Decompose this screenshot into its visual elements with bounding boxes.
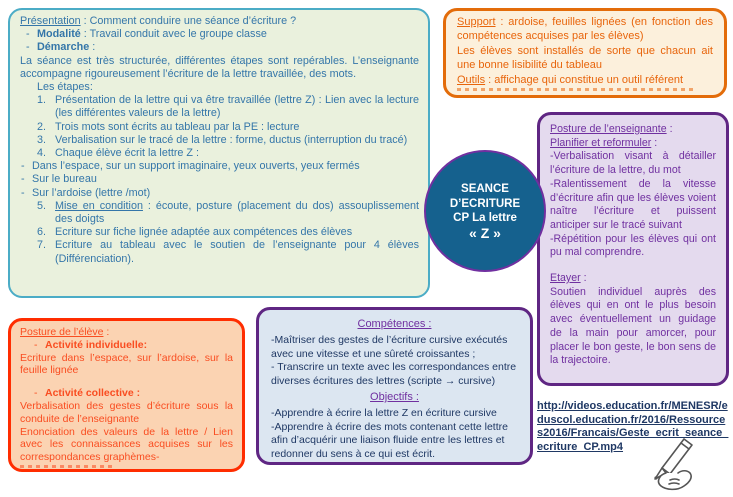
student-text: Ecriture dans l’espace, sur l’ardoise, sur la feuille lignée (20, 351, 233, 377)
step-item: 4. Chaque élève écrit la lettre Z : (37, 147, 200, 160)
objectifs-title: Objectifs : (370, 390, 419, 403)
dash-item: - Sur l’ardoise (lettre /mot) (21, 186, 151, 199)
presentation-box (8, 8, 430, 298)
step-item: 6. Ecriture sur fiche lignée adaptée aux compétences des élèves (37, 226, 353, 239)
teacher-posture-box (537, 112, 729, 386)
steps-label: Les étapes: (37, 81, 93, 94)
step-item: 2. Trois mots sont écrits au tableau par la PE : lecture (37, 120, 300, 133)
objectif-item: -Apprendre à écrire des mots contenant cette lettre afin d’acquérir une liaison fluide entre les lettres et redonner du sens à ce qui est écrit. (271, 420, 508, 461)
student-posture-box (8, 318, 245, 472)
activite-individuelle: - Activité individuelle: (34, 338, 148, 351)
teacher-subtitle-planifier: Planifier et reformuler : (550, 136, 658, 149)
teacher-item: -Verbalisation visant à détailler l’écriture de la lettre, du mot (550, 150, 716, 177)
modalite-bullet: - Modalité : Travail conduit avec le groupe classe (26, 28, 267, 41)
support-line: Les élèves sont installés de sorte que chacun ait une bonne lisibilité du tableau (457, 44, 713, 72)
teacher-item: -Ralentissement de la vitesse d’écriture afin que les élèves voient naître l’écriture et puissent anticiper sur le tracé suivant (550, 177, 716, 231)
objectif-item: -Apprendre à écrire la lettre Z en écriture cursive (271, 406, 497, 419)
demarche-bullet: - Démarche : (26, 41, 96, 54)
seance-center-node (424, 150, 546, 272)
step-item: 5. Mise en condition : écoute, posture (placement du dos) assouplissement des doigts (37, 199, 419, 226)
student-text: Verbalisation des gestes d’écriture sous la conduite de l’enseignante (20, 399, 233, 425)
step-item: 7. Ecriture au tableau avec le soutien de l’enseignante pour 4 élèves (Différenciation). (37, 239, 419, 265)
competences-objectifs-box (256, 307, 533, 465)
clipped-text-remnant (457, 88, 693, 91)
dash-item: - Dans l’espace, sur un support imaginaire, yeux ouverts, yeux fermés (21, 160, 360, 173)
dash-list (21, 160, 419, 200)
support-line: Support : ardoise, feuilles lignées (en fonction des compétences acquises par les élèves) (457, 16, 713, 43)
teacher-subtitle-etayer: Etayer : (550, 272, 587, 285)
support-box (443, 8, 727, 98)
clipped-text-remnant (20, 465, 116, 468)
student-title: Posture de l’élève : (20, 326, 110, 338)
teacher-title: Posture de l’enseignante : (550, 123, 673, 135)
presentation-paragraph: La séance est très structurée, différentes étapes sont repérables. L’enseignante accompagne rigoureusement l’écriture de la lettre travaillée, des mots. (20, 54, 419, 80)
teacher-paragraph: Soutien individuel auprès des élèves qui en ont le plus besoin avec éventuellement un guidage de la main pour amorcer, pour placer le bon geste, le bon sens de la trajectoire. (550, 285, 716, 367)
video-link[interactable]: http://videos.education.fr/MENESR/eduscol.education.fr/2016/Ressources2016/Francais/Geste_ecrit_seance_ecriture_CP.mp4 (537, 400, 729, 453)
dash-item: - Sur le bureau (21, 173, 97, 186)
competence-item: - Transcrire un texte avec les correspondances entre diverses écritures des lettres (scripte → cursive) (271, 361, 517, 388)
competences-title: Compétences : (357, 318, 432, 330)
step-item: 1. Présentation de la lettre qui va être travaillée (lettre Z) : Lien avec la lecture (les différentes valeurs de la lettre) (37, 94, 419, 120)
writing-hand-icon (640, 436, 704, 492)
student-text: Enonciation des valeurs de la lettre / Lien avec les connaissances acquises sur les correspondances graphèmes- (20, 425, 233, 464)
circle-line: SEANCE (461, 183, 509, 195)
circle-line: D’ECRITURE (449, 197, 521, 210)
step-item: 3. Verbalisation sur le tracé de la lettre : forme, ductus (interruption du tracé) (37, 133, 408, 146)
competence-item: -Maîtriser des gestes de l’écriture cursive exécutés avec une vitesse et une sûreté croissantes ; (271, 333, 508, 360)
presentation-heading: Présentation : Comment conduire une séance d’écriture ? (20, 15, 297, 27)
circle-line: CP La lettre (453, 212, 517, 224)
steps-list-2 (37, 200, 419, 266)
steps-list (37, 94, 419, 160)
teacher-item: -Répétition pour les élèves qui ont pu mal comprendre. (550, 232, 716, 259)
activite-collective: - Activité collective : (34, 387, 141, 400)
outils-line: Outils : affichage qui constitue un outil référent (457, 73, 684, 86)
circle-letter: « Z » (469, 224, 501, 241)
